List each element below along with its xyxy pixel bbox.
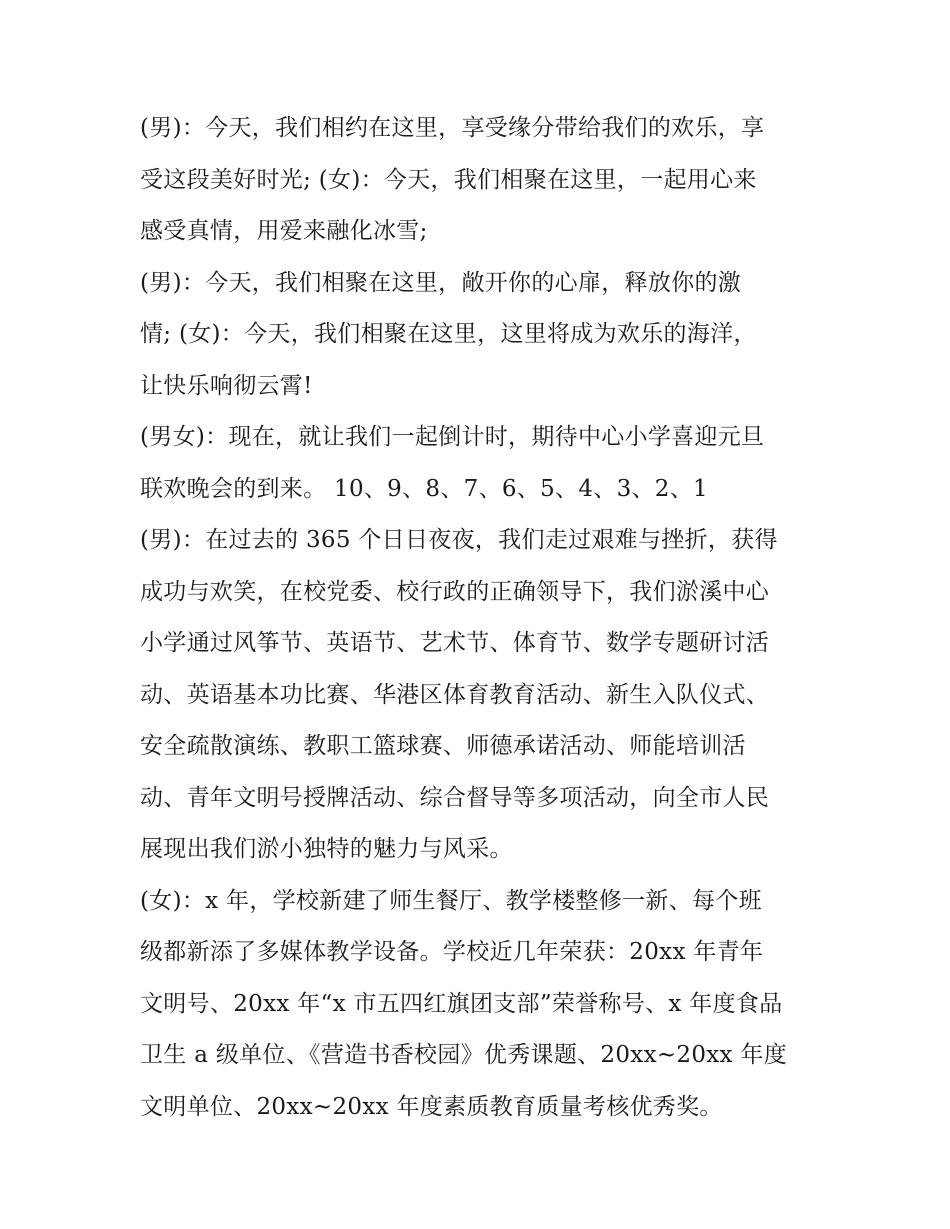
text-line: (男)：今天，我们相聚在这里，敞开你的心扉，释放你的激 <box>140 269 742 296</box>
text-line: 动、英语基本功比赛、华港区体育教育活动、新生入队仪式、 <box>140 681 770 708</box>
text-line: (男)：在过去的 365 个日日夜夜，我们走过艰难与挫折，获得 <box>140 527 778 553</box>
text-line: 级都新添了多媒体教学设备。学校近几年荣获：20xx 年青年 <box>140 939 764 965</box>
text-line: 展现出我们淤小独特的魅力与风采。 <box>140 836 513 862</box>
text-line: 成功与欢笑，在校党委、校行政的正确领导下，我们淤溪中心 <box>140 578 770 605</box>
script-text <box>140 103 830 1133</box>
text-line: 受这段美好时光; (女)：今天，我们相聚在这里，一起用心来 <box>140 166 757 193</box>
text-line: 文明单位、20xx~20xx 年度素质教育质量考核优秀奖。 <box>140 1093 723 1120</box>
text-line: 安全疏散演练、教职工篮球赛、师德承诺活动、师能培训活 <box>140 733 746 759</box>
text-line: 情; (女)：今天，我们相聚在这里，这里将成为欢乐的海洋， <box>140 321 757 347</box>
text-line: 小学通过风筝节、英语节、艺术节、体育节、数学专题研讨活 <box>140 630 770 656</box>
text-line: 文明号、20xx 年“x 市五四红旗团支部”荣誉称号、x 年度食品 <box>140 990 783 1017</box>
text-line: (女)：x 年，学校新建了师生餐厅、教学楼整修一新、每个班 <box>140 887 762 914</box>
text-line: 感受真情，用爱来融化冰雪; <box>140 218 428 244</box>
text-line: 联欢晚会的到来。 10、9、8、7、6、5、4、3、2、1 <box>140 475 708 502</box>
text-line: (男女)：现在，就让我们一起倒计时，期待中心小学喜迎元旦 <box>140 424 765 450</box>
text-line: 卫生 a 级单位、《营造书香校园》优秀课题、20xx~20xx 年度 <box>140 1042 788 1068</box>
text-line: 动、青年文明号授牌活动、综合督导等多项活动，向全市人民 <box>140 784 770 811</box>
text-line: (男)：今天，我们相约在这里，享受缘分带给我们的欢乐，享 <box>140 115 765 141</box>
text-line: 让快乐响彻云霄! <box>140 372 313 399</box>
